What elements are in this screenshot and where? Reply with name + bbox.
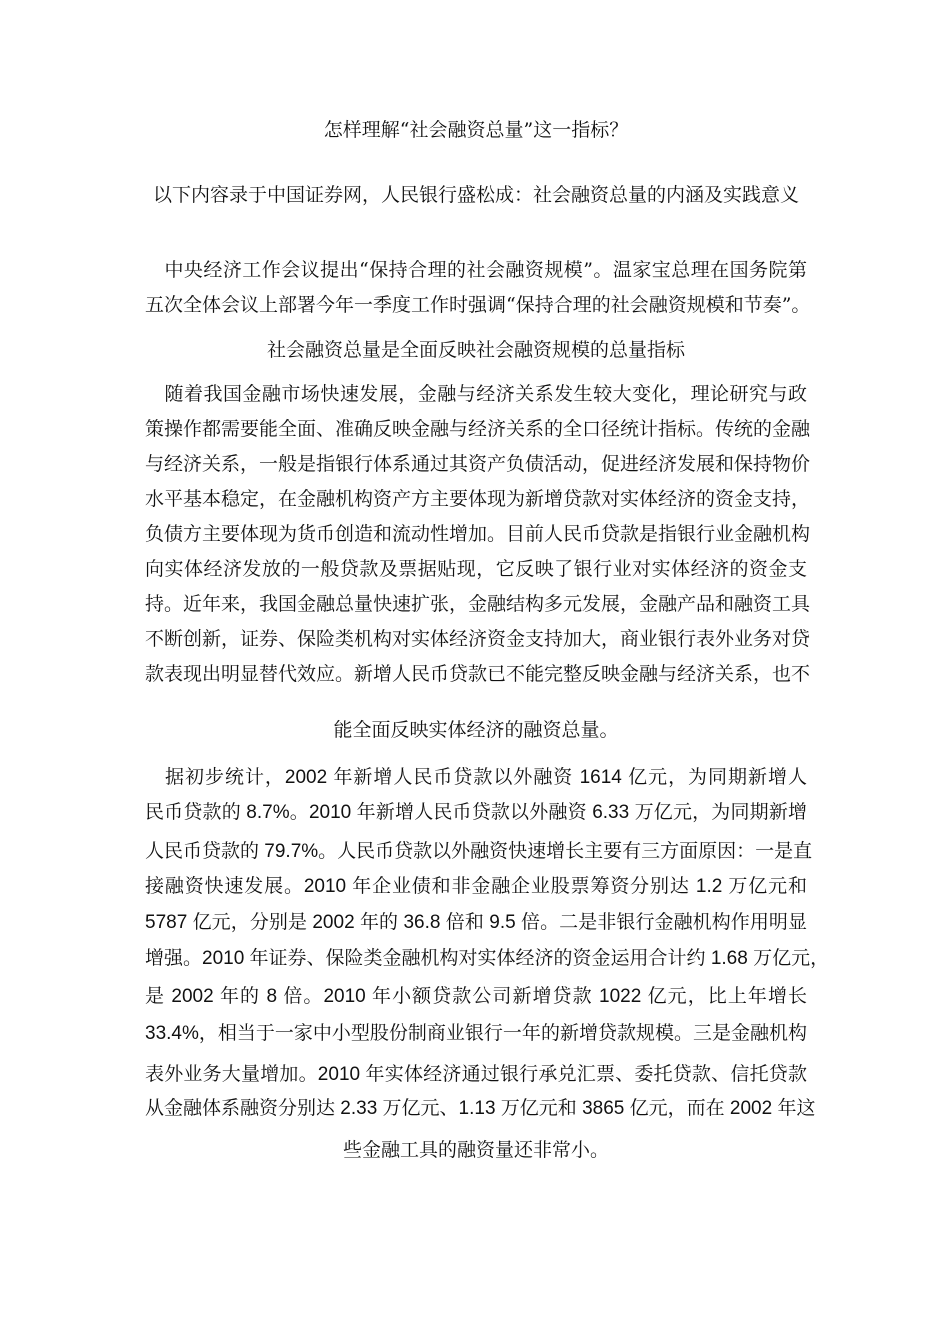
paragraph-2-line: 与经济关系，一般是指银行体系通过其资产负债活动，促进经济发展和保持物价: [145, 453, 811, 475]
paragraph-3-line: 据初步统计，2002 年新增人民币贷款以外融资 1614 亿元，为同期新增人: [145, 767, 807, 788]
paragraph-3-line: 增强。2010 年证券、保险类金融机构对实体经济的资金运用合计约 1.68 万亿元，: [145, 948, 830, 969]
paragraph-3-line: 从金融体系融资分别达 2.33 万亿元、1.13 万亿元和 3865 亿元，而在 2002 年这: [145, 1098, 816, 1119]
paragraph-2-line: 款表现出明显替代效应。新增人民币贷款已不能完整反映金融与经济关系，也不: [145, 663, 811, 685]
paragraph-2-line: 持。近年来，我国金融总量快速扩张，金融结构多元发展，金融产品和融资工具: [145, 593, 811, 615]
document-title: 怎样理解“社会融资总量”这一指标？: [323, 119, 629, 141]
paragraph-3-line: 接融资快速发展。2010 年企业债和非金融企业股票筹资分别达 1.2 万亿元和: [145, 876, 807, 897]
paragraph-3-line: 民币贷款的 8.7%。2010 年新增人民币贷款以外融资 6.33 万亿元，为同期新增: [145, 802, 807, 823]
paragraph-2-line: 能全面反映实体经济的融资总量。: [333, 719, 619, 741]
paragraph-2-line: 随着我国金融市场快速发展，金融与经济关系发生较大变化，理论研究与政: [145, 383, 807, 405]
paragraph-3-line: 是 2002 年的 8 倍。2010 年小额贷款公司新增贷款 1022 亿元，比上年增长: [145, 986, 807, 1007]
paragraph-1-line: 中央经济工作会议提出“保持合理的社会融资规模”。温家宝总理在国务院第: [145, 259, 807, 281]
paragraph-1-line: 五次全体会议上部署今年一季度工作时强调“保持合理的社会融资规模和节奏”。: [145, 294, 811, 316]
paragraph-2-line: 水平基本稳定，在金融机构资产方主要体现为新增贷款对实体经济的资金支持，: [145, 488, 811, 510]
paragraph-2-line: 向实体经济发放的一般贷款及票据贴现，它反映了银行业对实体经济的资金支: [145, 558, 807, 580]
paragraph-3-line: 些金融工具的融资量还非常小。: [342, 1139, 609, 1161]
section-heading: 社会融资总量是全面反映社会融资规模的总量指标: [266, 339, 685, 361]
paragraph-2-line: 策操作都需要能全面、准确反映金融与经济关系的全口径统计指标。传统的金融: [145, 418, 811, 440]
paragraph-2-line: 不断创新，证券、保险类机构对实体经济资金支持加大，商业银行表外业务对贷: [145, 628, 811, 650]
paragraph-2-line: 负债方主要体现为货币创造和流动性增加。目前人民币贷款是指银行业金融机构: [145, 523, 811, 545]
paragraph-3-line: 33.4%，相当于一家中小型股份制商业银行一年的新增贷款规模。三是金融机构: [145, 1023, 807, 1044]
paragraph-3-line: 5787 亿元，分别是 2002 年的 36.8 倍和 9.5 倍。二是非银行金融机构作用明显: [145, 912, 807, 933]
paragraph-3-line: 表外业务大量增加。2010 年实体经济通过银行承兑汇票、委托贷款、信托贷款: [145, 1064, 807, 1085]
paragraph-3-line: 人民币贷款的 79.7%。人民币贷款以外融资快速增长主要有三方面原因：一是直: [145, 841, 813, 862]
source-line: 以下内容录于中国证券网，人民银行盛松成：社会融资总量的内涵及实践意义: [152, 184, 799, 206]
